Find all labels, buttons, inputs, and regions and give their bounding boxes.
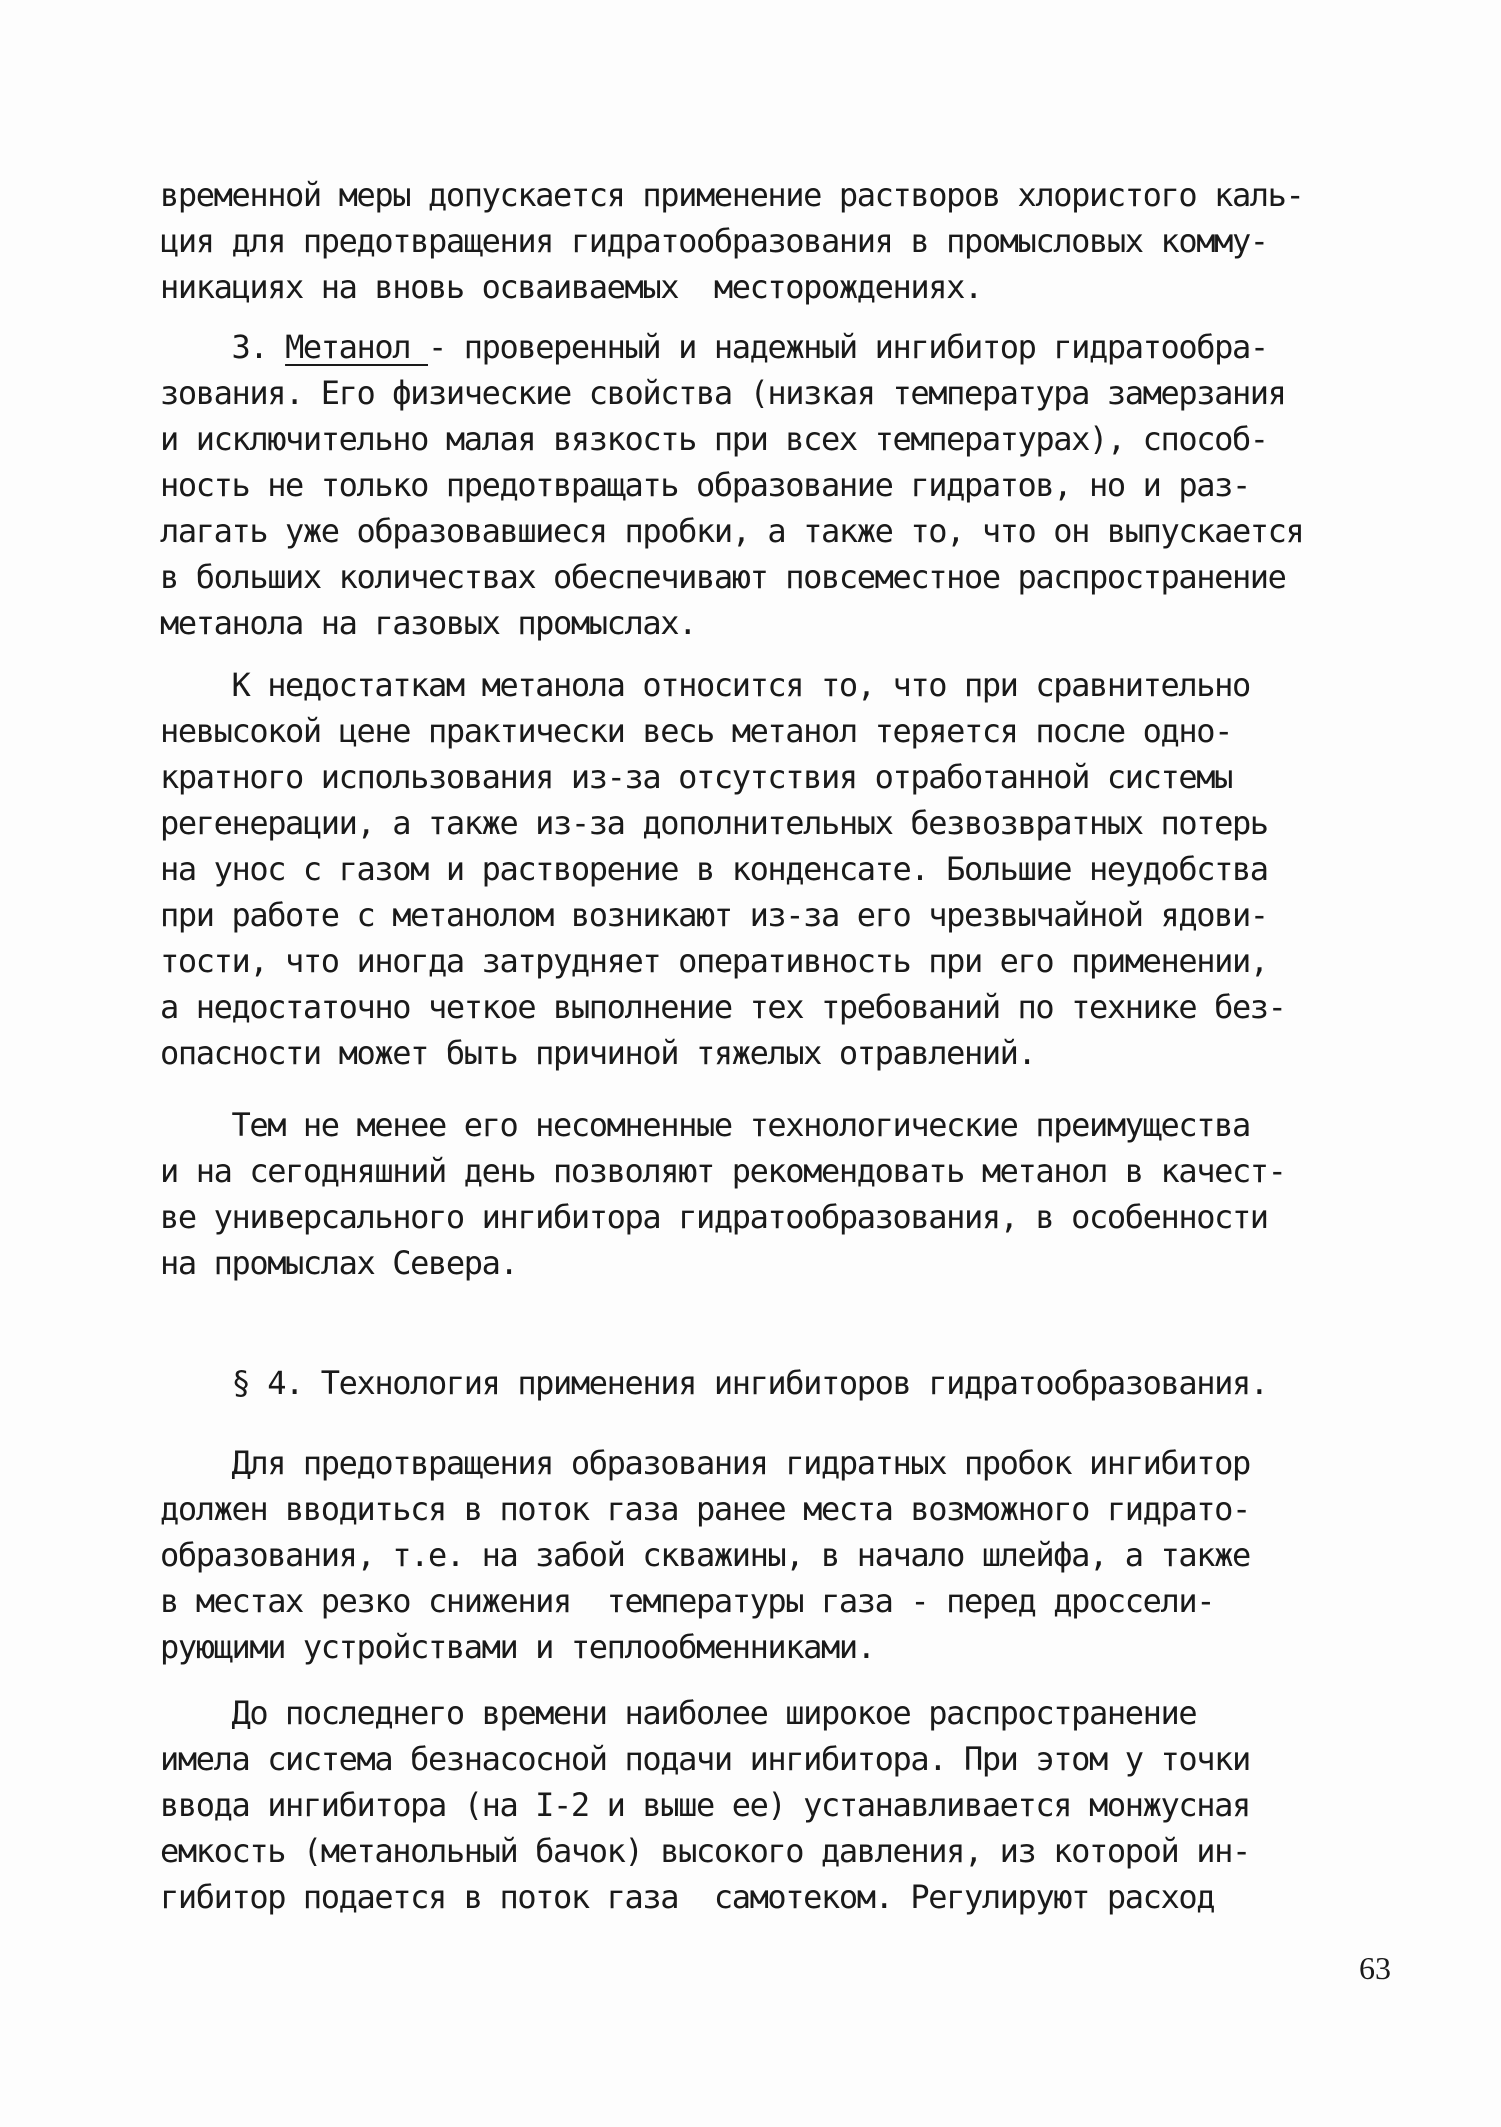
text-line: тости, что иногда затрудняет оперативность при его применении,: [160, 942, 1268, 980]
text-line: гибитор подается в поток газа самотеком. Регулируют расход: [160, 1878, 1215, 1916]
text-line: образования, т.е. на забой скважины, в начало шлейфа, а также: [160, 1536, 1250, 1574]
text-line-methanol: [160, 326, 1268, 368]
text-line: регенерации, а также из-за дополнительных безвозвратных потерь: [160, 804, 1268, 842]
text-line: в больших количествах обеспечивают повсеместное распространение: [160, 558, 1286, 596]
text-line: ввода ингибитора (на I-2 и выше ее) устанавливается монжусная: [160, 1786, 1250, 1824]
text-line: и на сегодняшний день позволяют рекомендовать метанол в качест-: [160, 1152, 1286, 1190]
text-line: ность не только предотвращать образование гидратов, но и раз-: [160, 466, 1250, 504]
text-line: в местах резко снижения температуры газа - перед дроссели-: [160, 1582, 1215, 1620]
paragraph-number: 3.: [160, 328, 286, 366]
text-line: при работе с метанолом возникают из-за его чрезвычайной ядови-: [160, 896, 1268, 934]
term-methanol: Метанол: [285, 328, 428, 366]
text-line: на промыслах Севера.: [160, 1244, 518, 1282]
text-line: и исключительно малая вязкость при всех температурах), способ-: [160, 420, 1268, 458]
text-line: ция для предотвращения гидратообразования в промысловых комму-: [160, 222, 1268, 260]
text-line: Для предотвращения образования гидратных пробок ингибитор: [160, 1444, 1250, 1482]
text-line: опасности может быть причиной тяжелых отравлений.: [160, 1034, 1036, 1072]
text-line: метанола на газовых промыслах.: [160, 604, 696, 642]
text-line: К недостаткам метанола относится то, что при сравнительно: [160, 666, 1250, 704]
text-line: невысокой цене практически весь метанол теряется после одно-: [160, 712, 1232, 750]
text-line: ве универсального ингибитора гидратообразования, в особенности: [160, 1198, 1268, 1236]
text-line: кратного использования из-за отсутствия отработанной системы: [160, 758, 1232, 796]
text-line: на унос с газом и растворение в конденсате. Большие неудобства: [160, 850, 1268, 888]
text-line: рующими устройствами и теплообменниками.: [160, 1628, 875, 1666]
text-line: Тем не менее его несомненные технологические преимущества: [160, 1106, 1250, 1144]
text-line: лагать уже образовавшиеся пробки, а также то, что он выпускается: [160, 512, 1304, 550]
text-line: должен вводиться в поток газа ранее места возможного гидрато-: [160, 1490, 1250, 1528]
text-line: никациях на вновь осваиваемых месторождениях.: [160, 268, 982, 306]
page-number: 63: [1359, 1950, 1391, 1986]
text-line: зования. Его физические свойства (низкая температура замерзания: [160, 374, 1286, 412]
text-line: а недостаточно четкое выполнение тех требований по технике без-: [160, 988, 1286, 1026]
text-line: емкость (метанольный бачок) высокого давления, из которой ин-: [160, 1832, 1250, 1870]
text-line: временной меры допускается применение растворов хлористого каль-: [160, 176, 1304, 214]
section-heading: § 4. Технология применения ингибиторов гидратообразования.: [160, 1364, 1268, 1402]
text-line: имела система безнасосной подачи ингибитора. При этом у точки: [160, 1740, 1250, 1778]
text-line: До последнего времени наиболее широкое распространение: [160, 1694, 1197, 1732]
definition-text: - проверенный и надежный ингибитор гидратообра-: [428, 328, 1268, 366]
